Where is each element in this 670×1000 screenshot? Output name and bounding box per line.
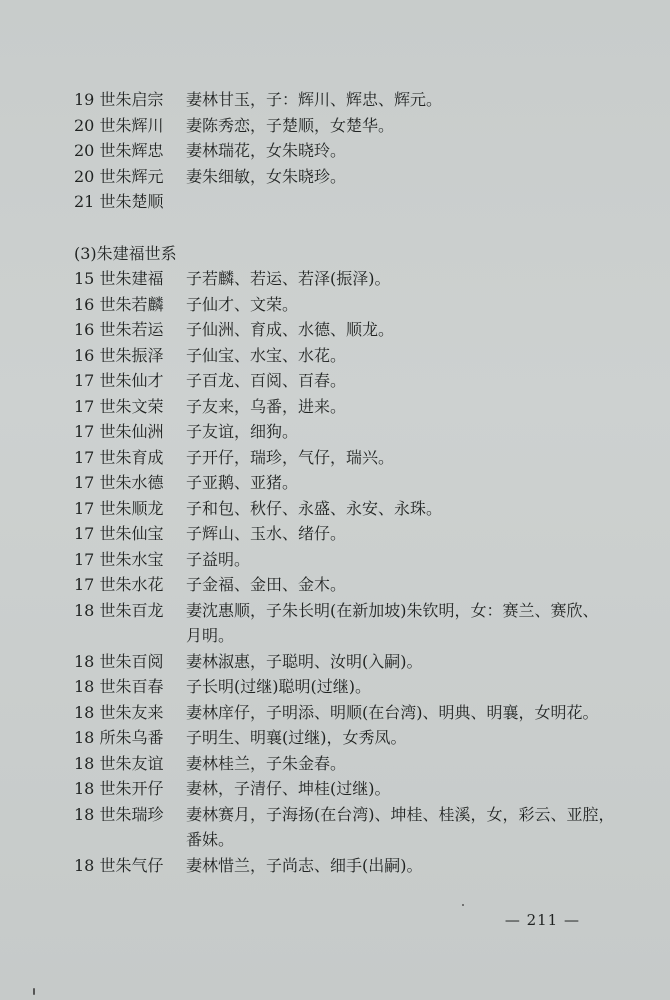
family-description: 妻林桂兰，子朱金春。 xyxy=(186,753,347,773)
generation-name: 17 世朱仙洲 xyxy=(74,422,164,441)
generation-name: 15 世朱建福 xyxy=(74,269,164,288)
genealogy-entry xyxy=(74,138,634,164)
generation-name: 17 世朱仙宝 xyxy=(74,524,164,543)
family-description: 子百龙、百阅、百春。 xyxy=(186,371,347,390)
family-description: 子明生、明襄(过继)，女秀凤。 xyxy=(186,728,407,747)
generation-name: 18 世朱百春 xyxy=(74,677,164,696)
family-description: 子和包、秋仔、永盛、永安、永珠。 xyxy=(186,498,443,518)
family-description: 子友来，乌番，进来。 xyxy=(186,396,347,416)
genealogy-entry xyxy=(74,802,634,853)
genealogy-entry xyxy=(74,394,634,420)
generation-name: 17 世朱水宝 xyxy=(74,549,164,569)
genealogy-entry xyxy=(74,266,634,292)
generation-name: 20 世朱辉元 xyxy=(74,166,164,186)
generation-name: 18 世朱开仔 xyxy=(74,779,164,798)
family-description: 子仙宝、水宝、水花。 xyxy=(186,345,347,365)
generation-name: 18 所朱乌番 xyxy=(74,728,164,747)
generation-name: 16 世朱振泽 xyxy=(74,345,164,365)
genealogy-entry xyxy=(74,496,634,522)
generation-name: 20 世朱辉川 xyxy=(74,115,164,135)
genealogy-entry xyxy=(74,598,634,649)
genealogy-entry xyxy=(74,674,634,700)
genealogy-entry xyxy=(74,343,634,369)
generation-name: 17 世朱水德 xyxy=(74,473,164,492)
generation-name: 18 世朱友谊 xyxy=(74,753,164,773)
family-description: 子长明(过继)聪明(过继)。 xyxy=(186,677,371,696)
genealogy-entry xyxy=(74,419,634,445)
generation-name: 17 世朱育成 xyxy=(74,447,164,467)
family-description: 子开仔，瑞珍，气仔，瑞兴。 xyxy=(186,447,395,467)
genealogy-entry xyxy=(74,470,634,496)
family-description: 子辉山、玉水、绪仔。 xyxy=(186,524,347,543)
genealogy-entry xyxy=(74,189,634,215)
page-number: — 211 — xyxy=(504,911,580,929)
generation-name: 21 世朱楚顺 xyxy=(74,192,164,211)
generation-name: 18 世朱友来 xyxy=(74,702,164,722)
genealogy-entry xyxy=(74,521,634,547)
genealogy-group-a xyxy=(74,87,634,215)
family-description: 妻沈惠顺，子朱长明(在新加坡)朱钦明，女：赛兰、赛欣、 月明。 xyxy=(186,600,599,645)
family-description: 子友谊，细狗。 xyxy=(186,422,299,441)
generation-name: 18 世朱瑞珍 xyxy=(74,804,164,824)
genealogy-entry xyxy=(74,725,634,751)
print-speck xyxy=(33,988,35,995)
family-description: 妻林惜兰，子尚志、细手(出嗣)。 xyxy=(186,855,423,875)
genealogy-entry xyxy=(74,547,634,573)
genealogy-entry xyxy=(74,445,634,471)
genealogy-entry xyxy=(74,292,634,318)
family-description: 子若麟、若运、若泽(振泽)。 xyxy=(186,269,391,288)
family-description: 子亚鹅、亚猪。 xyxy=(186,473,299,492)
section-heading: (3)朱建福世系 xyxy=(74,243,177,263)
genealogy-entry xyxy=(74,700,634,726)
genealogy-entry xyxy=(74,649,634,675)
genealogy-entry xyxy=(74,317,634,343)
family-description: 子仙才、文荣。 xyxy=(186,294,299,314)
family-description: 妻林庠仔，子明添、明顺(在台湾)、明典、明襄，女明花。 xyxy=(186,702,599,722)
family-description: 妻林赛月，子海扬(在台湾)、坤桂、桂溪，女，彩云、亚腔， 番妹。 xyxy=(186,804,615,849)
generation-name: 17 世朱顺龙 xyxy=(74,498,164,518)
generation-name: 18 世朱百阅 xyxy=(74,651,164,671)
print-speck xyxy=(462,904,464,906)
genealogy-entry xyxy=(74,853,634,879)
genealogy-entry xyxy=(74,776,634,802)
genealogy-entry xyxy=(74,87,634,113)
generation-name: 16 世朱若麟 xyxy=(74,294,164,314)
genealogy-entry xyxy=(74,164,634,190)
family-description: 妻林，子清仔、坤桂(过继)。 xyxy=(186,779,391,798)
genealogy-entry xyxy=(74,751,634,777)
generation-name: 17 世朱水花 xyxy=(74,575,164,594)
family-description: 子仙洲、育成、水德、顺龙。 xyxy=(186,320,395,339)
family-description: 妻陈秀恋，子楚顺，女楚华。 xyxy=(186,115,395,135)
genealogy-entry xyxy=(74,572,634,598)
genealogy-content xyxy=(74,87,634,878)
family-description: 妻林瑞花，女朱晓玲。 xyxy=(186,141,347,160)
genealogy-entry xyxy=(74,113,634,139)
generation-name: 19 世朱启宗 xyxy=(74,90,164,109)
genealogy-entry xyxy=(74,368,634,394)
generation-name: 18 世朱气仔 xyxy=(74,855,164,875)
generation-name: 20 世朱辉忠 xyxy=(74,141,164,160)
family-description: 子益明。 xyxy=(186,549,251,569)
generation-name: 17 世朱仙才 xyxy=(74,371,164,390)
family-description: 子金福、金田、金木。 xyxy=(186,575,347,594)
family-description: 妻朱细敏，女朱晓珍。 xyxy=(186,166,347,186)
generation-name: 16 世朱若运 xyxy=(74,320,164,339)
family-description: 妻林淑惠，子聪明、汝明(入嗣)。 xyxy=(186,651,423,671)
family-description: 妻林甘玉，子：辉川、辉忠、辉元。 xyxy=(186,90,443,109)
generation-name: 18 世朱百龙 xyxy=(74,600,164,620)
genealogy-group-b xyxy=(74,266,634,878)
generation-name: 17 世朱文荣 xyxy=(74,396,164,416)
